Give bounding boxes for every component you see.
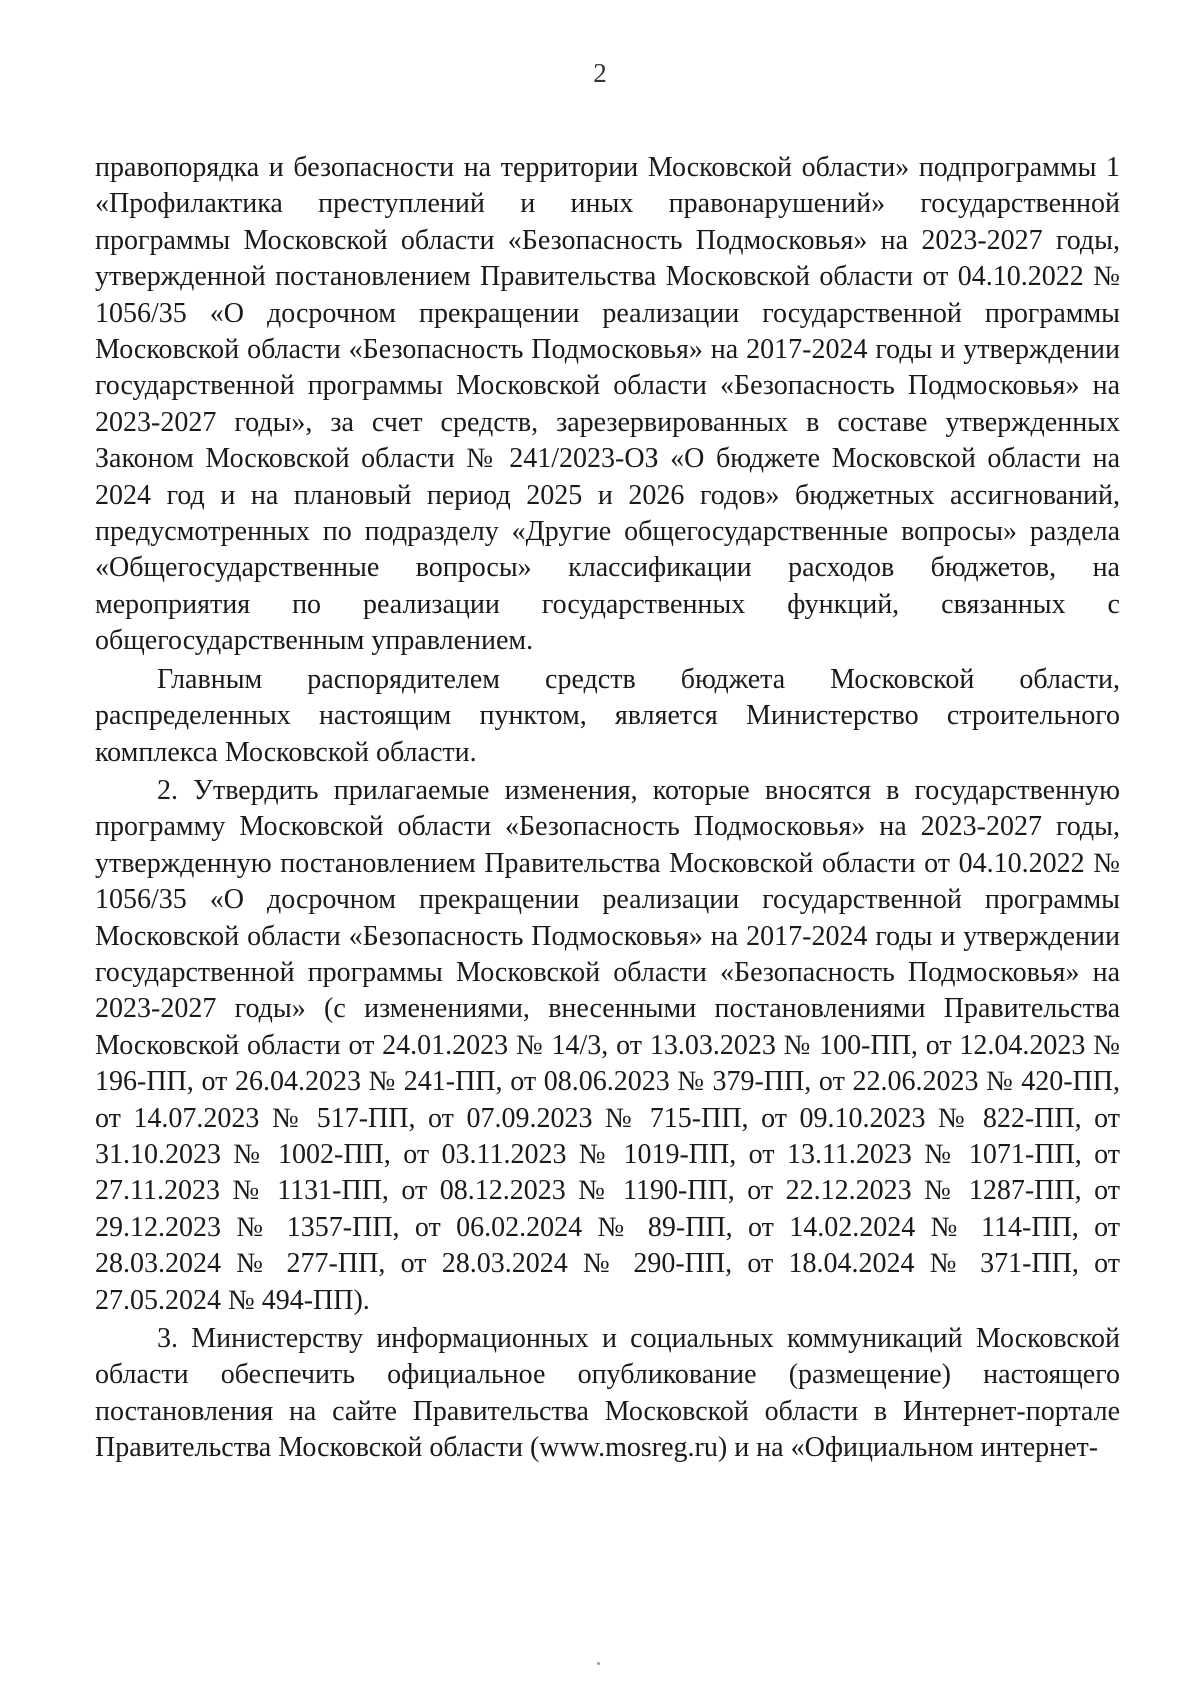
- paragraph-item-3: 3. Министерству информационных и социальных коммуникаций Московской области обеспечить официальное опубликование (размещение) настоящего постановления на сайте Правительства Московской области в Интернет-портале Правительства Московской области (www.mosreg.ru) и на «Официальном интернет-: [95, 1323, 1120, 1464]
- paragraph-chief-administrator: Главным распорядителем средств бюджета Московской области, распределенных настоящим пунктом, является Министерство строительного комплекса Московской области.: [95, 663, 1120, 768]
- document-body: [95, 150, 1120, 1467]
- page-number: 2: [593, 58, 607, 88]
- paragraph-item-2: 2. Утвердить прилагаемые изменения, которые вносятся в государственную программу Московской области «Безопасность Подмосковья» на 2023-2027 годы, утвержденную постановлением Правительства Московской области от 04.10.2022 № 1056/35 «О досрочном прекращении реализации государственной программы Московской области «Безопасность Подмосковья» на 2017-2024 годы и утверждении государственной программы Московской области «Безопасность Подмосковья» на 2023-2027 годы» (с изменениями, внесенными постановлениями Правительства Московской области от 24.01.2023 № 14/3, от 13.03.2023 № 100-ПП, от 12.04.2023 № 196-ПП, от 26.04.2023 № 241-ПП, от 08.06.2023 № 379-ПП, от 22.06.2023 № 420-ПП, от 14.07.2023 № 517-ПП, от 07.09.2023 № 715-ПП, от 09.10.2023 № 822-ПП, от 31.10.2023 № 1002-ПП, от 03.11.2023 № 1019-ПП, от 13.11.2023 № 1071-ПП, от 27.11.2023 № 1131-ПП, от 08.12.2023 № 1190-ПП, от 22.12.2023 № 1287-ПП, от 29.12.2023 № 1357-ПП, от 06.02.2024 № 89-ПП, от 14.02.2024 № 114-ПП, от 28.03.2024 № 277-ПП, от 28.03.2024 № 290-ПП, от 18.04.2024 № 371-ПП, от 27.05.2024 № 494-ПП).: [95, 774, 1120, 1316]
- paragraph-continuation: правопорядка и безопасности на территории Московской области» подпрограммы 1 «Профилактика преступлений и иных правонарушений» государственной программы Московской области «Безопасность Подмосковья» на 2023-2027 годы, утвержденной постановлением Правительства Московской области от 04.10.2022 № 1056/35 «О досрочном прекращении реализации государственной программы Московской области «Безопасность Подмосковья» на 2017-2024 годы и утверждении государственной программы Московской области «Безопасность Подмосковья» на 2023-2027 годы», за счет средств, зарезервированных в составе утвержденных Законом Московской области № 241/2023-ОЗ «О бюджете Московской области на 2024 год и на плановый период 2025 и 2026 годов» бюджетных ассигнований, предусмотренных по подразделу «Другие общегосударственные вопросы» раздела «Общегосударственные вопросы» классификации расходов бюджетов, на мероприятия по реализации государственных функций, связанных с общегосударственным управлением.: [95, 152, 1120, 657]
- scan-speck: [597, 1662, 600, 1665]
